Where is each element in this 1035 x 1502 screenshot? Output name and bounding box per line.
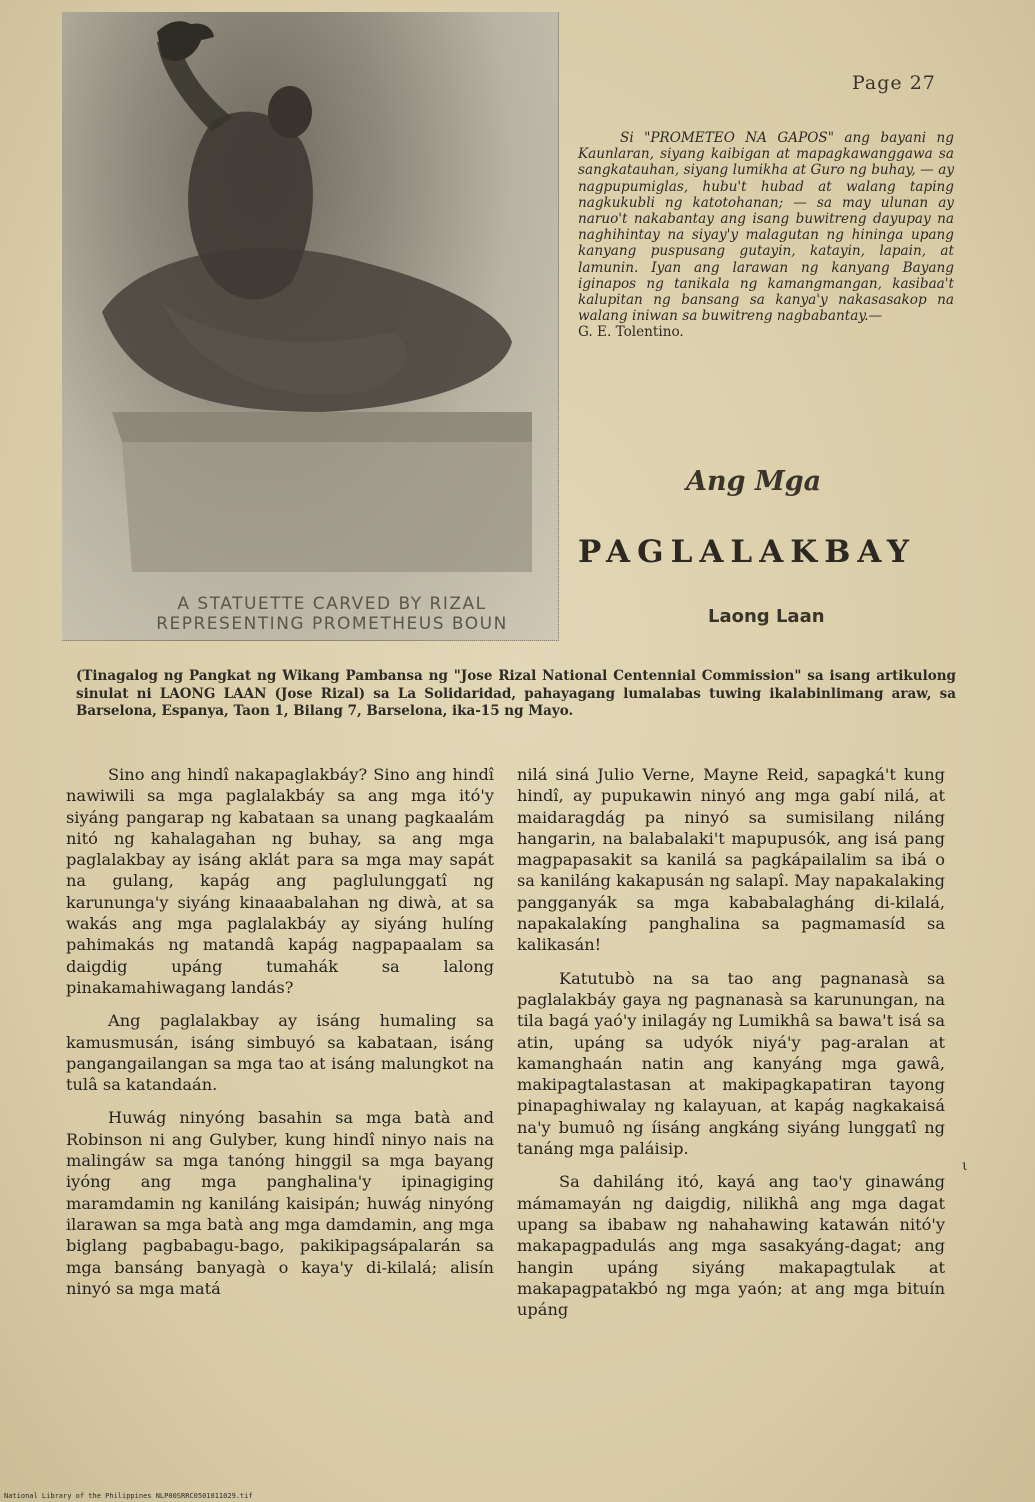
page-number: Page 27 bbox=[852, 72, 936, 94]
statuette-illustration bbox=[62, 12, 558, 640]
article-title-main: PAGLALAKBAY bbox=[578, 534, 917, 570]
paragraph: Sino ang hindî nakapaglakbáy? Sino ang hindî nawiwili sa mga paglalakbáy sa ang mga itó'y siyáng pangarap ng kabataan sa unang pagkaalám nitó ng kahalagahan ng buhay, sa ang mga paglalakbay ay isáng aklát para sa mga may sapát na gulang, kapág ang paglulunggatî ng karununga'y siyáng kinaaabalahan ng diwà, at sa wakás ang mga paglalakbáy ay siyáng hulíng pahimakás ng matandâ kapág nagpapaalam sa daigdig upáng tumahák sa lalong pinakamahiwagang landás? bbox=[66, 765, 494, 997]
article-title-small: Ang Mga bbox=[686, 466, 822, 497]
prometheus-caption bbox=[578, 130, 954, 341]
paragraph: Ang paglalakbay ay isáng humaling sa kamusmusán, isáng simbuyó sa kabataan, isáng pangangailangan sa mga tao at isáng malungkot na tulâ sa katandaán. bbox=[66, 1011, 494, 1095]
photo-caption bbox=[102, 594, 559, 634]
article-byline: Laong Laan bbox=[708, 606, 825, 627]
paragraph: Sa dahiláng itó, kayá ang tao'y ginawáng mámamayán ng daigdig, nilikhâ ang mga dagat upang sa ibabaw ng nahahawing katawán nitó'y makapagpadulás ang mga sasakyáng-dagat; ang hangin upáng siyáng makapagtulak at makapagpatakbó ng mga yaón; at ang mga bituín upáng bbox=[517, 1172, 945, 1320]
scan-footer: National Library of the Philippines NLP00SRRC0501011029.tif bbox=[4, 1492, 253, 1500]
translation-note: (Tinagalog ng Pangkat ng Wikang Pambansa ng "Jose Rizal National Centennial Commission" sa isang artikulong sinulat ni LAONG LAAN (Jose Rizal) sa La Solidaridad, pahayagang lumalabas tuwing ikalabinlimang araw, sa Barselona, Espanya, Taon 1, Bilang 7, Barselona, ika-15 ng Mayo. bbox=[76, 668, 956, 719]
photo-caption-line-2: REPRESENTING PROMETHEUS BOUN bbox=[156, 614, 508, 634]
paragraph-continued: nilá siná Julio Verne, Mayne Reid, sapagká't kung hindî, ay pupukawin ninyó ang mga gabí nilá, at maidaragdág pa ninyó sa sumisilang niláng hangarin, na balabalaki't mapupusók, ang isá pang magpapasakit sa kanilá sa pagkápailalim sa ibá o sa kaniláng kakapusán ng salapî. May napakalaking pangganyák sa mga kababalagháng di-kilalá, napakalakíng panghalina sa pagmamasíd sa kalikasán! bbox=[517, 765, 945, 955]
margin-mark: ι bbox=[962, 1158, 968, 1174]
statuette-photo bbox=[62, 12, 559, 641]
paragraph: Katutubò na sa tao ang pagnanasà sa paglalakbáy gaya ng pagnanasà sa karunungan, na tila bagá yaó'y inilagáy ng Lumikhâ sa bawa't isá sa atin, upáng sa udyók niyá'y pag-aralan at kamanghaán natin ang kanyáng mga gawâ, makipagtalastasan at makipagkapatiran tayong pinapaghiwalay ng kalayuan, at kapág nagkakaisá na'y bumuô ng íisáng angkáng siyáng lunggatî ng tanáng mga paláisip. bbox=[517, 968, 945, 1159]
body-column-left bbox=[66, 764, 494, 1311]
caption-text: Si "PROMETEO NA GAPOS" ang bayani ng Kaunlaran, siyang kaibigan at mapagkawanggawa sa sangkatauhan, siyang lumikha at Guro ng buhay, — ay nagpupumiglas, hubu't hubad at walang taping nagkukubli ng katotohanan; — sa may ulunan ay naruo't nakabantay ang isang buwitreng dayupay na naghihintay na siyay'y malagutan ng hininga upang kanyang puspusang gutayin, katayin, lapain, at lamunin. Iyan ang larawan ng kanyang Bayang iginapos ng tanikala ng kamangmangan, kasibaa't kalupitan ng bansang sa kanya'y nakasasakop na walang iniwan sa buwitreng nagbabantay.— bbox=[578, 130, 954, 325]
caption-author: G. E. Tolentino. bbox=[578, 324, 684, 341]
photo-caption-line-1: A STATUETTE CARVED BY RIZAL bbox=[177, 594, 487, 614]
paragraph: Huwág ninyóng basahin sa mga batà and Robinson ni ang Gulyber, kung hindî ninyo nais na malingáw sa mga tanóng hinggil sa mga bayang iyóng ang mga panghalina'y ipinagiging maramdamin ng kaniláng kaisipán; huwág ninyóng ilarawan sa mga batà ang mga damdamin, ang mga biglang pagbabagu-bago, pakikipagsápalarán sa mga bansáng banyagà o kaya'y di-kilalá; alisín ninyó sa mga matá bbox=[66, 1108, 494, 1298]
body-column-right bbox=[517, 764, 945, 1332]
